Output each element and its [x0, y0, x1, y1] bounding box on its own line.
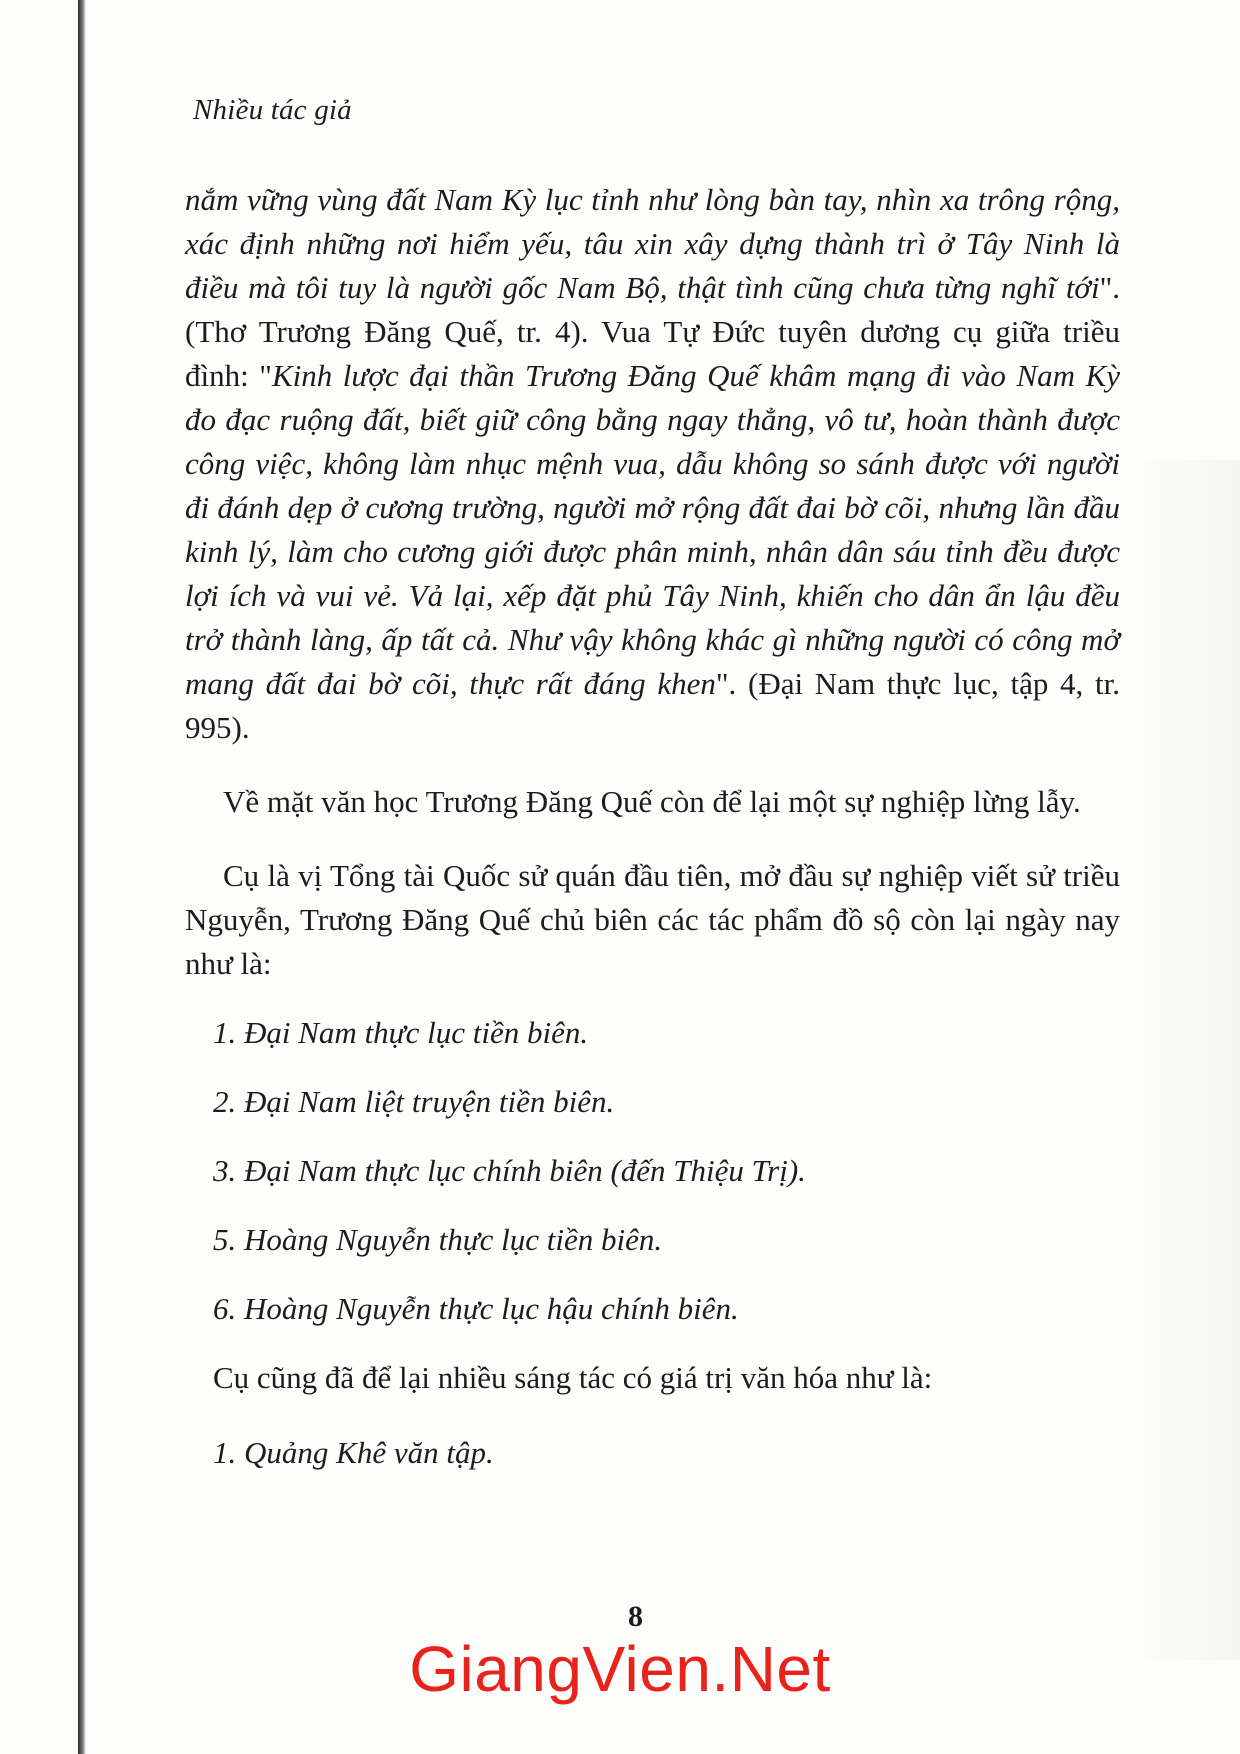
list-item: 2. Đại Nam liệt truyện tiền biên. — [213, 1084, 615, 1119]
quote-paragraph — [185, 178, 1120, 750]
citation-2: ". (Đại Nam thực lục, tập 4, tr. 995). — [185, 666, 1120, 745]
quote-italic-1: nắm vững vùng đất Nam Kỳ lục tỉnh như lòng bàn tay, nhìn xa trông rộng, xác định những nơi hiểm yếu, tâu xin xây dựng thành trì ở Tây Ninh là điều mà tôi tuy là người gốc Nam Bộ, thật tình cũng chưa từng nghĩ tới — [185, 182, 1120, 305]
list-item: 5. Hoàng Nguyễn thực lục tiền biên. — [213, 1222, 663, 1257]
list-item: 1. Đại Nam thực lục tiền biên. — [213, 1015, 589, 1050]
running-header: Nhiều tác giả — [193, 94, 352, 126]
list-item: 6. Hoàng Nguyễn thực lục hậu chính biên. — [213, 1291, 739, 1326]
site-watermark: GiangVien.Net — [409, 1633, 831, 1705]
list-item: 3. Đại Nam thực lục chính biên (đến Thiệu Trị). — [213, 1153, 806, 1188]
binding-shadow — [78, 0, 86, 1754]
quote-italic-2: Kinh lược đại thần Trương Đăng Quế khâm mạng đi vào Nam Kỳ đo đạc ruộng đất, biết giữ công bằng ngay thẳng, vô tư, hoàn thành được công việc, không làm nhục mệnh vua, dẫu không so sánh được với người đi đánh dẹp ở cương trường, người mở rộng đất đai bờ cõi, nhưng lần đầu kinh lý, làm cho cương giới được phân minh, nhân dân sáu tỉnh đều được lợi ích và vui vẻ. Vả lại, xếp đặt phủ Tây Ninh, khiến cho dân ẩn lậu đều trở thành làng, ấp tất cả. Như vậy không khác gì những người có công mở mang đất đai bờ cõi, thực rất đáng khen — [185, 358, 1120, 701]
culture-works-list — [185, 1431, 1120, 1475]
history-paragraph: Cụ là vị Tổng tài Quốc sử quán đầu tiên, mở đầu sự nghiệp viết sử triều Nguyễn, Trương Đăng Quế chủ biên các tác phẩm đồ sộ còn lại ngày nay như là: — [185, 858, 1120, 981]
facing-page-bleed — [1120, 460, 1240, 1660]
list-item: 1. Quảng Khê văn tập. — [213, 1435, 494, 1470]
literature-paragraph: Về mặt văn học Trương Đăng Quế còn để lại một sự nghiệp lừng lẫy. — [223, 784, 1081, 819]
history-works-list — [185, 1011, 1120, 1331]
page-number: 8 — [628, 1600, 643, 1633]
page-body — [185, 178, 1120, 1475]
citation-1: ".(Thơ Trương Đăng Quế, tr. 4). Vua Tự Đức tuyên dương cụ giữa triều đình: " — [185, 270, 1120, 393]
culture-paragraph: Cụ cũng đã để lại nhiều sáng tác có giá trị văn hóa như là: — [213, 1360, 933, 1395]
